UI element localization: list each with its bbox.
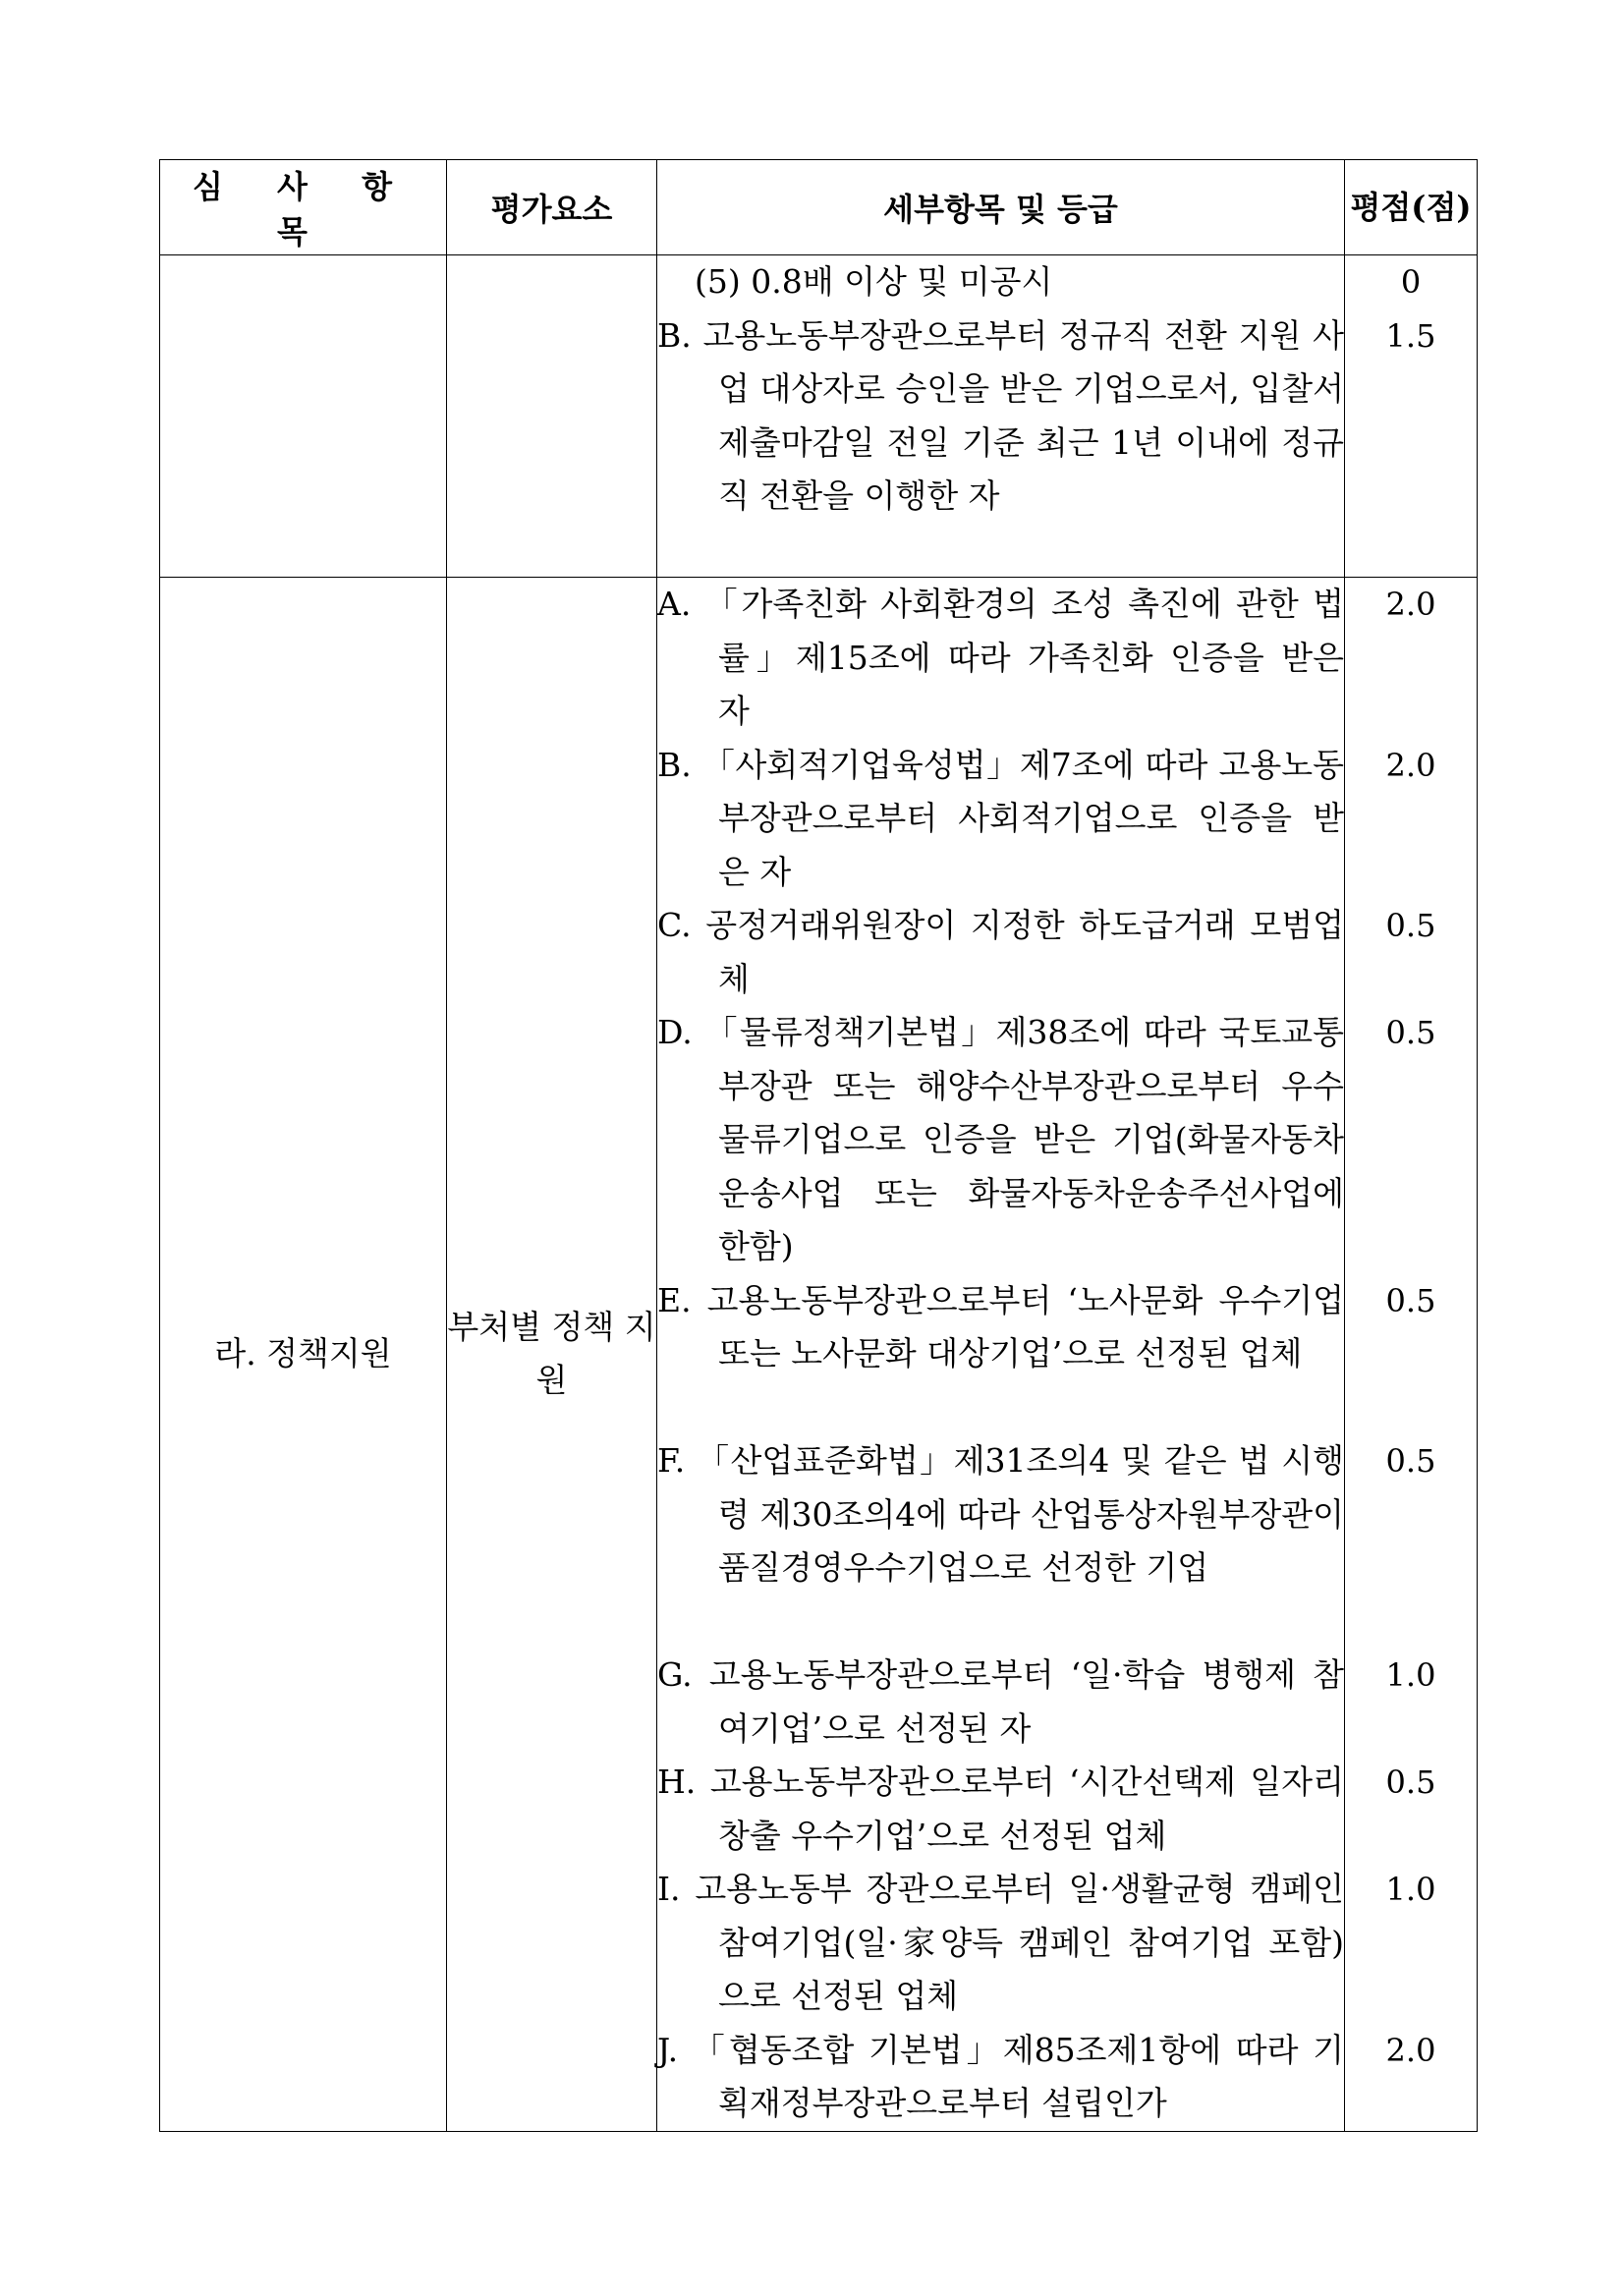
list-item <box>657 1756 1344 1863</box>
item-text: E. 고용노동부장관으로부터 ‘노사문화 우수기업 또는 노사문화 대상기업’으로 선정된 업체 <box>657 1280 1344 1372</box>
item-score: 1.0 <box>1385 1656 1436 1694</box>
item-text: C. 공정거래위원장이 지정한 하도급거래 모범업체 <box>657 906 1344 998</box>
item-text: I. 고용노동부 장관으로부터 일·생활균형 캠페인 참여기업(일·家양득 캠페인 참여기업 포함)으로 선정된 업체 <box>657 1870 1344 2015</box>
item-text: B. 「사회적기업육성법」제7조에 따라 고용노동부장관으로부터 사회적기업으로 인증을 받은 자 <box>657 745 1344 891</box>
table-row <box>160 578 1478 2132</box>
element-cell <box>447 255 657 578</box>
list-item <box>657 578 1344 739</box>
element-cell: 부처별 정책 지원 <box>447 578 657 2132</box>
item-text: F. 「산업표준화법」제31조의4 및 같은 법 시행령 제30조의4에 따라 산업통상자원부장관이 품질경영우수기업으로 선정한 기업 <box>657 1441 1344 1587</box>
list-item <box>657 1274 1344 1435</box>
category-cell <box>160 255 447 578</box>
list-item <box>657 2024 1344 2131</box>
detail-cell <box>657 255 1345 578</box>
list-item <box>657 1434 1344 1649</box>
list-item <box>657 1863 1344 2024</box>
item-text: G. 고용노동부장관으로부터 ‘일·학습 병행제 참여기업’으로 선정된 자 <box>657 1655 1344 1748</box>
header-score: 평점(점) <box>1345 160 1478 255</box>
item-score: 0 <box>1400 263 1422 301</box>
item-score: 0.5 <box>1385 1764 1436 1801</box>
table-row <box>160 255 1478 578</box>
item-score: 2.0 <box>1385 586 1436 623</box>
list-item <box>657 899 1344 1006</box>
item-text: H. 고용노동부장관으로부터 ‘시간선택제 일자리 창출 우수기업’으로 선정된 업체 <box>657 1763 1344 1855</box>
header-category: 심 사 항 목 <box>160 160 447 255</box>
detail-cell <box>657 578 1345 2132</box>
item-score: 1.0 <box>1385 1871 1436 1908</box>
category-cell: 라. 정책지원 <box>160 578 447 2132</box>
item-text: A. 「가족친화 사회환경의 조성 촉진에 관한 법률」제15조에 따라 가족친화 인증을 받은 자 <box>657 585 1344 730</box>
list-item <box>657 1006 1344 1274</box>
header-element: 평가요소 <box>447 160 657 255</box>
list-item <box>657 739 1344 900</box>
item-score: 1.5 <box>1385 316 1436 355</box>
item-score: 0.5 <box>1385 1281 1436 1319</box>
list-item <box>657 255 1344 309</box>
item-score: 0.5 <box>1385 1442 1436 1480</box>
item-score: 2.0 <box>1385 746 1436 784</box>
evaluation-table <box>159 159 1478 2132</box>
item-text: B. 고용노동부장관으로부터 정규직 전환 지원 사업 대상자로 승인을 받은 기업으로서, 입찰서 제출마감일 전일 기준 최근 1년 이내에 정규직 전환을 이행한 자 <box>657 315 1344 515</box>
score-cell <box>1345 255 1478 578</box>
list-item <box>657 1649 1344 1756</box>
header-row <box>160 160 1478 255</box>
item-score: 0.5 <box>1385 1014 1436 1051</box>
item-text: J. 「협동조합 기본법」제85조제1항에 따라 기획재정부장관으로부터 설립인가 <box>657 2030 1344 2122</box>
item-text: (5) 0.8배 이상 및 미공시 <box>695 262 1053 301</box>
list-item <box>657 309 1344 578</box>
score-cell <box>1345 578 1478 2132</box>
item-score: 0.5 <box>1385 907 1436 944</box>
header-detail: 세부항목 및 등급 <box>657 160 1345 255</box>
item-text: D. 「물류정책기본법」제38조에 따라 국토교통부장관 또는 해양수산부장관으로부터 우수물류기업으로 인증을 받은 기업(화물자동차운송사업 또는 화물자동차운송주선사업에 한함) <box>657 1013 1344 1265</box>
item-score: 2.0 <box>1385 2031 1436 2069</box>
